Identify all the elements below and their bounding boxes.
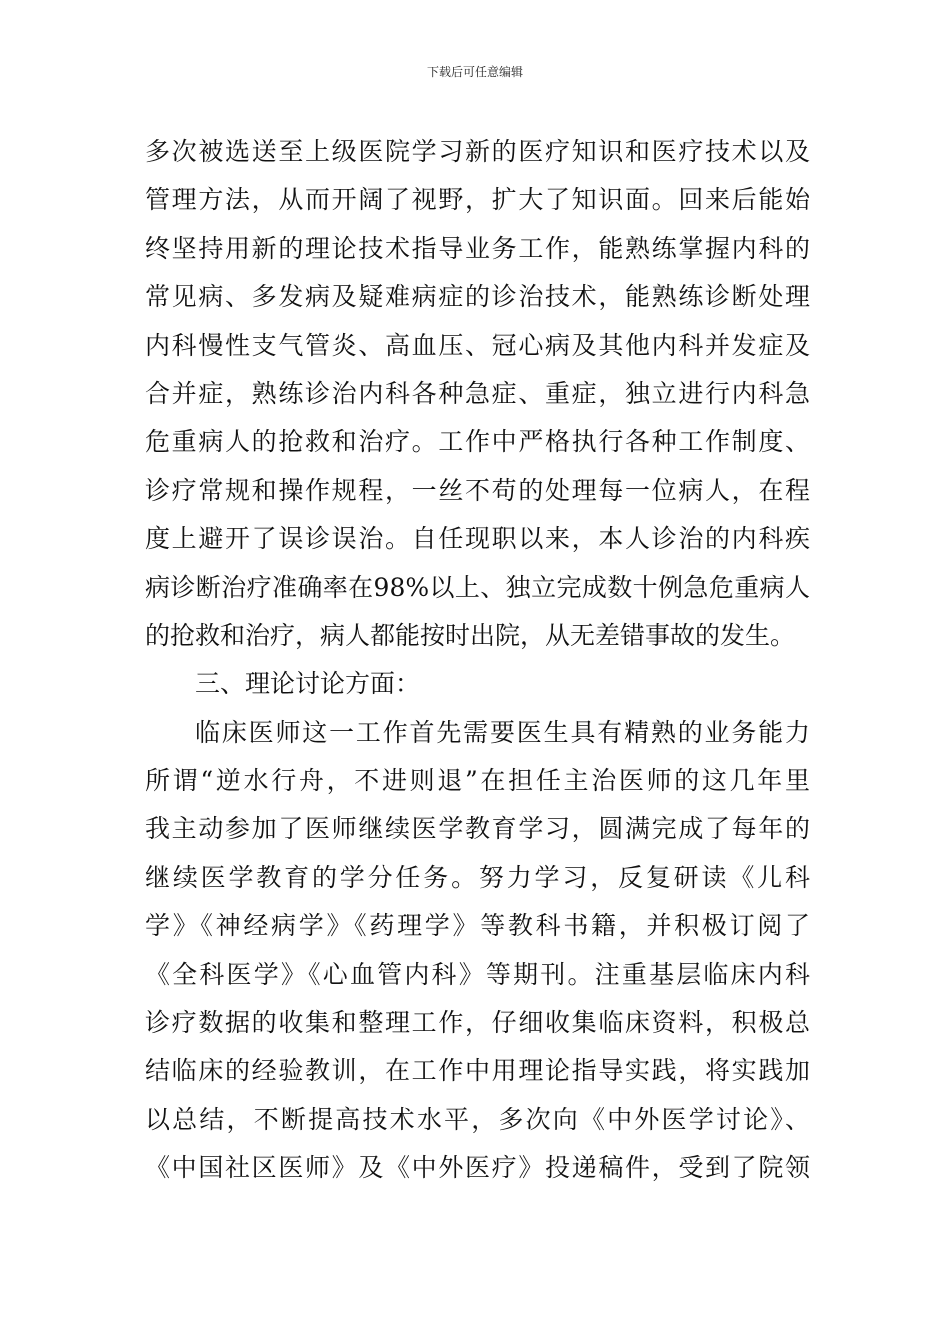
text-line: 以总结，不断提高技术水平，多次向《中外医学讨论》、	[145, 1104, 810, 1134]
document-body	[145, 128, 810, 1193]
text-line: 结临床的经验教训，在工作中用理论指导实践，将实践加	[145, 1056, 810, 1086]
text-line: 我主动参加了医师继续医学教育学习，圆满完成了每年的	[145, 814, 810, 844]
text-line: 终坚持用新的理论技术指导业务工作，能熟练掌握内科的	[145, 233, 810, 263]
text-line: 所谓“逆水行舟，不进则退”在担任主治医师的这几年里	[145, 766, 810, 796]
text-line: 常见病、多发病及疑难病症的诊治技术，能熟练诊断处理	[145, 282, 810, 312]
text-line: 诊疗常规和操作规程，一丝不苟的处理每一位病人，在程	[145, 475, 810, 505]
text-line: 临床医师这一工作首先需要医生具有精熟的业务能力	[195, 717, 810, 747]
text-line: 管理方法，从而开阔了视野，扩大了知识面。回来后能始	[145, 185, 810, 215]
text-line: 继续医学教育的学分任务。努力学习，反复研读《儿科	[145, 862, 810, 892]
text-line: 度上避开了误诊误治。自任现职以来，本人诊治的内科疾	[145, 524, 810, 554]
paragraph-medical-skills	[145, 128, 810, 660]
text-line: 多次被选送至上级医院学习新的医疗知识和医疗技术以及	[145, 137, 810, 166]
paragraph-theory-study	[145, 709, 810, 1193]
text-line: 内科慢性支气管炎、高血压、冠心病及其他内科并发症及	[145, 330, 810, 360]
text-line: 《全科医学》《心血管内科》等期刊。注重基层临床内科	[145, 959, 810, 989]
page-header: 下载后可任意编辑	[426, 65, 523, 79]
text-line: 《中国社区医师》及《中外医疗》投递稿件，受到了院领	[145, 1153, 810, 1183]
text-line: 学》《神经病学》《药理学》等教科书籍，并积极订阅了	[145, 911, 810, 941]
text-line: 合并症，熟练诊治内科各种急症、重症，独立进行内科急	[145, 378, 810, 408]
text-line: 诊疗数据的收集和整理工作，仔细收集临床资料，积极总	[145, 1008, 810, 1038]
text-line: 病诊断治疗准确率在98%以上、独立完成数十例急危重病人	[145, 572, 810, 602]
text-line: 危重病人的抢救和治疗。工作中严格执行各种工作制度、	[145, 427, 810, 457]
text-line: 的抢救和治疗，病人都能按时出院，从无差错事故的发生。	[145, 620, 796, 650]
section-heading: 三、理论讨论方面：	[195, 669, 421, 699]
